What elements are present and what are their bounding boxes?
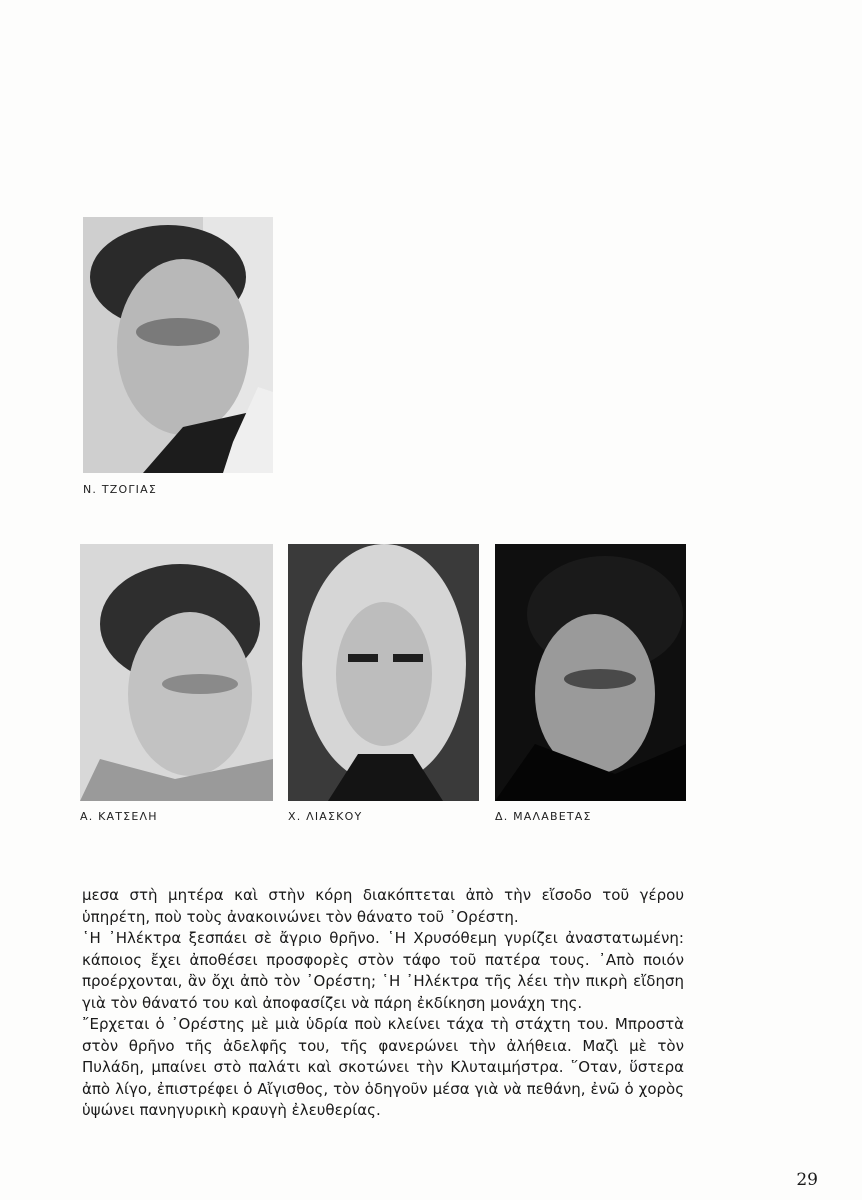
caption-malavetas: Δ. ΜΑΛΑΒΕΤΑΣ	[495, 810, 592, 823]
portrait-tzogias	[83, 217, 273, 473]
portrait-liaskou	[288, 544, 479, 801]
caption-liaskou: Χ. ΛΙΑΣΚΟΥ	[288, 810, 363, 823]
portrait-katseli	[80, 544, 273, 801]
portrait-malavetas	[495, 544, 686, 801]
caption-katseli: Α. ΚΑΤΣΕΛΗ	[80, 810, 158, 823]
paragraph: ῎Ερχεται ὁ ᾿Ορέστης μὲ μιὰ ὑδρία ποὺ κλείνει τάχα τὴ στάχτη του. Μπροστὰ στὸν θρῆνο τῆς ἀδελφῆς του, τῆς φανερώνει τὴν ἀλήθεια. Μαζὶ μὲ τὸν Πυλάδη, μπαίνει στὸ παλάτι καὶ σκοτώνει τὴν Κλυταιμήστρα. ῞Οταν, ὕστερα ἀπὸ λίγο, ἐπιστρέφει ὁ Αἴγισθος, τὸν ὁδηγοῦν μέσα γιὰ νὰ πεθάνη, ἐνῶ ὁ χορὸς ὑψώνει πανηγυρικὴ κραυγὴ ἐλευθερίας.	[82, 1015, 684, 1119]
paragraph: μεσα στὴ μητέρα καὶ στὴν κόρη διακόπτεται ἀπὸ τὴν εἴσοδο τοῦ γέρου ὑπηρέτη, ποὺ τοὺς ἀνακοινώνει τὸν θάνατο τοῦ ᾿Ορέστη.	[82, 886, 684, 926]
paragraph: ῾Η ᾿Ηλέκτρα ξεσπάει σὲ ἄγριο θρῆνο. ῾Η Χρυσόθεμη γυρίζει ἀναστατωμένη: κάποιος ἔχει ἀποθέσει προσφορὲς στὸν τάφο τοῦ πατέρα τους. ᾿Απὸ ποιόν προέρχονται, ἂν ὄχι ἀπὸ τὸν ᾿Ορέστη; ῾Η ᾿Ηλέκτρα τῆς λέει τὴν πικρὴ εἴδηση γιὰ τὸν θάνατό του καὶ ἀποφασίζει νὰ πάρη ἐκδίκηση μονάχη της.	[82, 929, 684, 1012]
page-number: 29	[796, 1170, 818, 1190]
synopsis-text	[82, 885, 684, 1122]
caption-tzogias: Ν. ΤΖΟΓΙΑΣ	[83, 483, 157, 496]
